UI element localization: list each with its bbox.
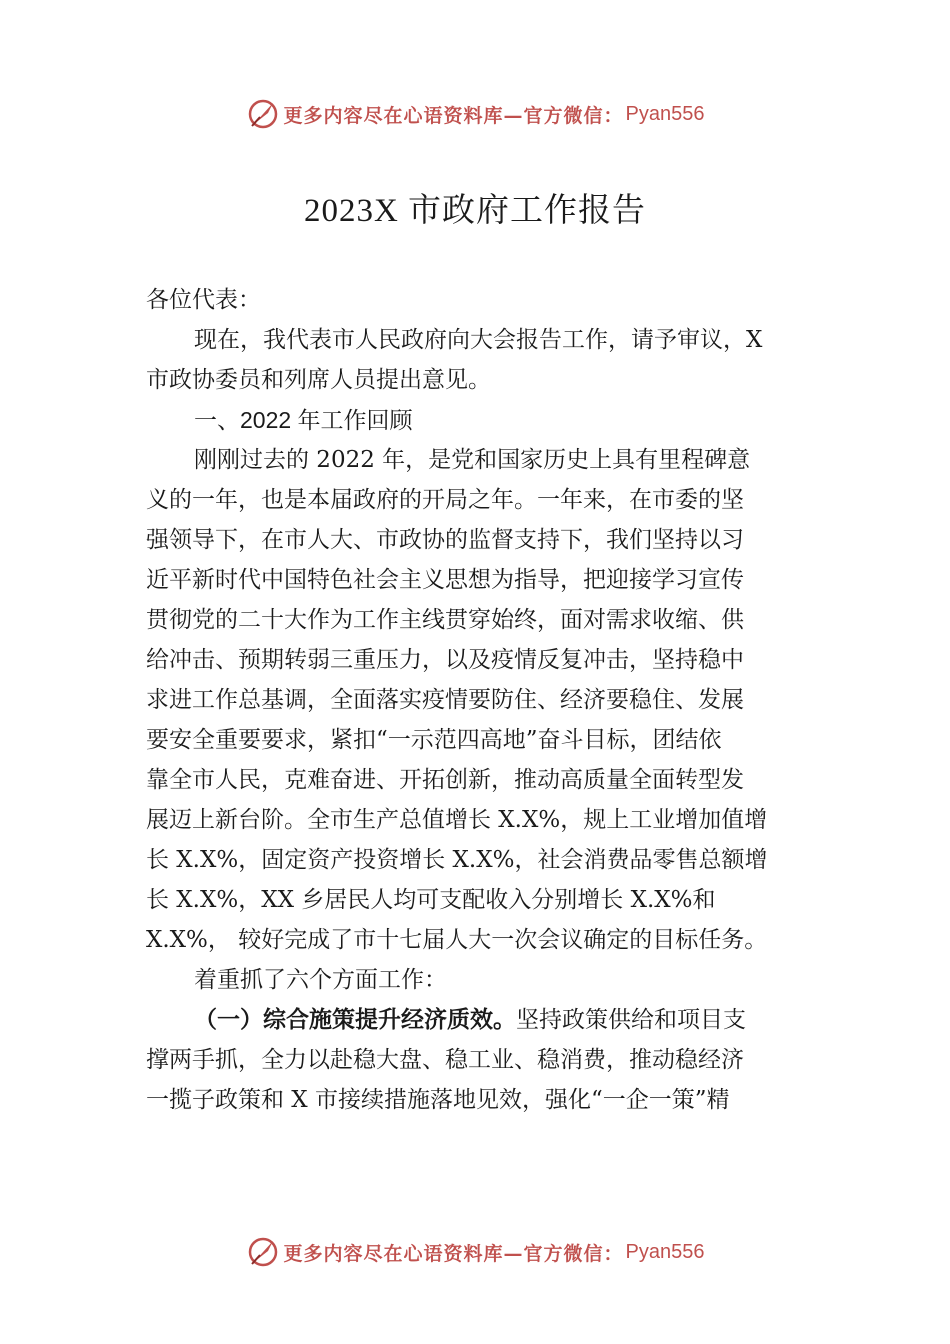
intro-line: 现在，我代表市人民政府向大会报告工作，请予审议，X (194, 327, 763, 353)
paragraph-line: 靠全市人民，克难奋进、开拓创新，推动高质量全面转型发 (146, 767, 744, 793)
footer-watermark (0, 1232, 950, 1272)
paragraph-line: 展迈上新台阶。全市生产总值增长 X.X%，规上工业增加值增 (146, 807, 768, 833)
salutation: 各位代表： (146, 287, 261, 313)
document-title: 2023X 市政府工作报告 (303, 193, 647, 229)
quill-logo-icon (246, 1235, 280, 1269)
watermark-text: 更多内容尽在心语资料库—官方微信： (283, 104, 624, 127)
paragraph-line: 撑两手抓，全力以赴稳大盘、稳工业、稳消费，推动稳经济 (146, 1047, 744, 1073)
paragraph-line: 一揽子政策和 X 市接续措施落地见效，强化“一企一策”精 (146, 1087, 730, 1113)
intro-line: 市政协委员和列席人员提出意见。 (146, 367, 491, 393)
paragraph-line: 长 X.X%，固定资产投资增长 X.X%，社会消费品零售总额增 (146, 847, 768, 873)
paragraph-line: 义的一年，也是本届政府的开局之年。一年来，在市委的坚 (146, 487, 744, 513)
paragraph-line: 刚刚过去的 2022 年，是党和国家历史上具有里程碑意 (194, 447, 751, 473)
paragraph-line: 着重抓了六个方面工作： (194, 967, 447, 993)
subsection-text: 坚持政策供给和项目支 (516, 1007, 746, 1033)
section-heading: 一、2022 年工作回顾 (194, 407, 413, 433)
watermark-contact: Pyan556 (625, 1240, 705, 1263)
watermark-contact: Pyan556 (625, 102, 705, 125)
quill-logo-icon (246, 97, 280, 131)
paragraph-line: X.X%， 较好完成了市十七届人大一次会议确定的目标任务。 (146, 927, 768, 953)
paragraph-line: 要安全重要要求，紧扣“一示范四高地”奋斗目标，团结依 (146, 727, 722, 753)
paragraph-line: 求进工作总基调，全面落实疫情要防住、经济要稳住、发展 (146, 687, 744, 713)
subsection-heading: （一）综合施策提升经济质效。 (194, 1006, 516, 1033)
paragraph-line: 给冲击、预期转弱三重压力，以及疫情反复冲击，坚持稳中 (146, 647, 744, 673)
paragraph-line: 长 X.X%，XX 乡居民人均可支配收入分别增长 X.X%和 (146, 887, 716, 913)
paragraph-line: 强领导下，在市人大、市政协的监督支持下，我们坚持以习 (146, 527, 744, 553)
document-body (146, 280, 816, 1120)
header-watermark (0, 94, 950, 134)
watermark-text: 更多内容尽在心语资料库—官方微信： (283, 1242, 624, 1265)
paragraph-line: 近平新时代中国特色社会主义思想为指导，把迎接学习宣传 (146, 567, 744, 593)
subsection-line (146, 1000, 816, 1040)
paragraph-line: 贯彻党的二十大作为工作主线贯穿始终，面对需求收缩、供 (146, 607, 744, 633)
